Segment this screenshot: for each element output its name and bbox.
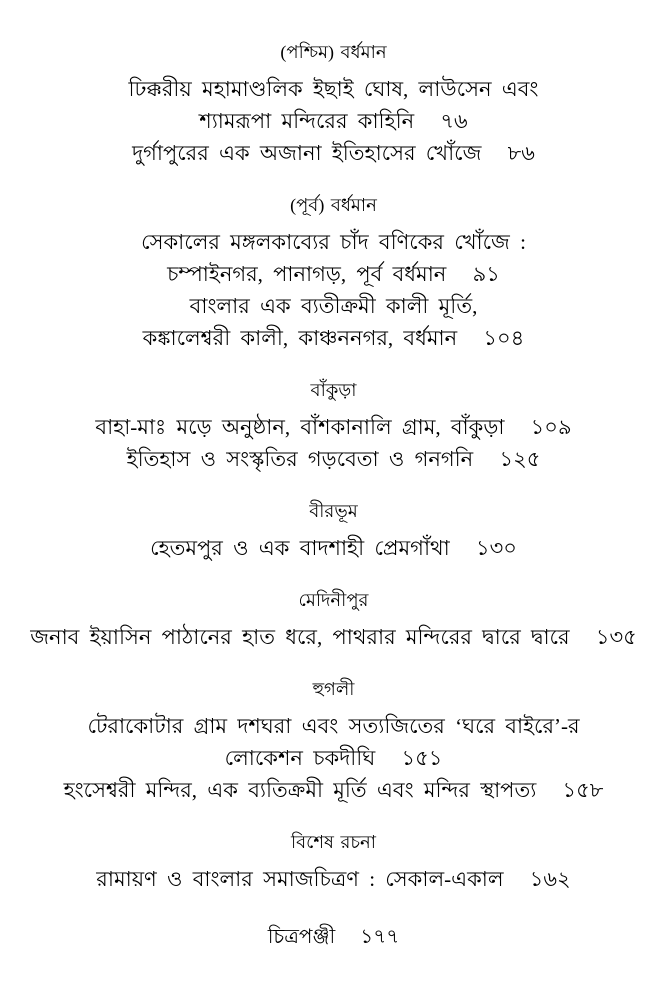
entry-line	[0, 774, 667, 806]
entry-line	[0, 443, 667, 475]
entry-line	[0, 532, 667, 564]
entry-title: লোকেশন চকদীঘি	[224, 746, 376, 770]
entry-line: ঢিক্করীয় মহামাণ্ডলিক ইছাই ঘোষ, লাউসেন এবং	[128, 77, 539, 101]
entry-page-number: ১৬২	[529, 867, 571, 891]
toc-footer	[0, 921, 667, 953]
toc-section-purba-bardhaman	[0, 189, 667, 354]
entry-page-number: ১৫৮	[562, 778, 604, 802]
entry-page-number: ১২৫	[499, 447, 541, 471]
toc-section-bishesh-rachana	[0, 826, 667, 895]
entry-title: হেতমপুর ও এক বাদশাহী প্রেমগাঁথা	[150, 536, 450, 560]
entry-title: কঙ্কালেশ্বরী কালী, কাঞ্চননগর, বর্ধমান	[142, 326, 458, 350]
toc-entry	[0, 137, 667, 169]
footer-page-number: ১৭৭	[360, 926, 400, 948]
toc-section-birbhum	[0, 495, 667, 564]
entry-line	[0, 863, 667, 895]
toc-entry	[0, 710, 667, 774]
entry-title: জনাব ইয়াসিন পাঠানের হাত ধরে, পাথরার মন্দিরের দ্বারে দ্বারে	[30, 625, 570, 649]
toc-entry	[0, 411, 667, 443]
entry-line	[0, 742, 667, 774]
entry-page-number: ১৩০	[475, 536, 517, 560]
entry-page-number: ১৩৫	[595, 625, 637, 649]
entry-line	[0, 258, 667, 290]
toc-section-medinipur	[0, 584, 667, 653]
section-header: বীরভূম	[309, 501, 358, 521]
section-header: বাঁকুড়া	[310, 380, 357, 400]
section-header: (পূর্ব) বর্ধমান	[290, 195, 377, 215]
entry-line: সেকালের মঙ্গলকাব্যের চাঁদ বণিকের খোঁজে :	[141, 230, 526, 254]
toc-entry	[0, 621, 667, 653]
toc-entry	[0, 290, 667, 354]
entry-title: চম্পাইনগর, পানাগড়, পূর্ব বর্ধমান	[167, 262, 447, 286]
entry-title: বাহা-মাঃ মড়ে অনুষ্ঠান, বাঁশকানালি গ্রাম, বাঁকুড়া	[95, 415, 505, 439]
section-header: (পশ্চিম) বর্ধমান	[280, 42, 387, 62]
entry-page-number: ৮৬	[507, 141, 535, 165]
entry-line: বাংলার এক ব্যতীক্রমী কালী মূর্তি,	[189, 294, 478, 318]
entry-page-number: ৭৬	[440, 109, 468, 133]
entry-title: রামায়ণ ও বাংলার সমাজচিত্রণ : সেকাল-একাল	[96, 867, 504, 891]
entry-line	[0, 105, 667, 137]
footer-label: চিত্রপঞ্জী	[267, 926, 336, 948]
toc-entry	[0, 532, 667, 564]
toc-section-bankura	[0, 374, 667, 475]
entry-line	[0, 411, 667, 443]
toc-entry	[0, 774, 667, 806]
entry-line	[0, 137, 667, 169]
toc-section-hooghly	[0, 673, 667, 806]
entry-line	[0, 621, 667, 653]
entry-title: ইতিহাস ও সংস্কৃতির গড়বেতা ও গনগনি	[126, 447, 474, 471]
section-header: বিশেষ রচনা	[290, 832, 377, 852]
entry-page-number: ৯১	[472, 262, 500, 286]
toc-entry	[0, 73, 667, 137]
entry-line	[0, 322, 667, 354]
entry-page-number: ১০৪	[483, 326, 525, 350]
toc-section-paschim-bardhaman	[0, 36, 667, 169]
entry-title: হংসেশ্বরী মন্দির, এক ব্যতিক্রমী মূর্তি এবং মন্দির স্থাপত্য	[63, 778, 537, 802]
entry-title: দুর্গাপুরের এক অজানা ইতিহাসের খোঁজে	[132, 141, 482, 165]
entry-page-number: ১৫১	[401, 746, 443, 770]
toc-entry	[0, 863, 667, 895]
entry-page-number: ১০৯	[530, 415, 572, 439]
entry-line: টেরাকোটার গ্রাম দশঘরা এবং সত্যজিতের ‘ঘরে বাইরে’-র	[87, 714, 580, 738]
section-header: হুগলী	[312, 679, 355, 699]
section-header: মেদিনীপুর	[298, 590, 369, 610]
toc-entry	[0, 443, 667, 475]
entry-title: শ্যামরূপা মন্দিরের কাহিনি	[199, 109, 415, 133]
toc-entry	[0, 226, 667, 290]
